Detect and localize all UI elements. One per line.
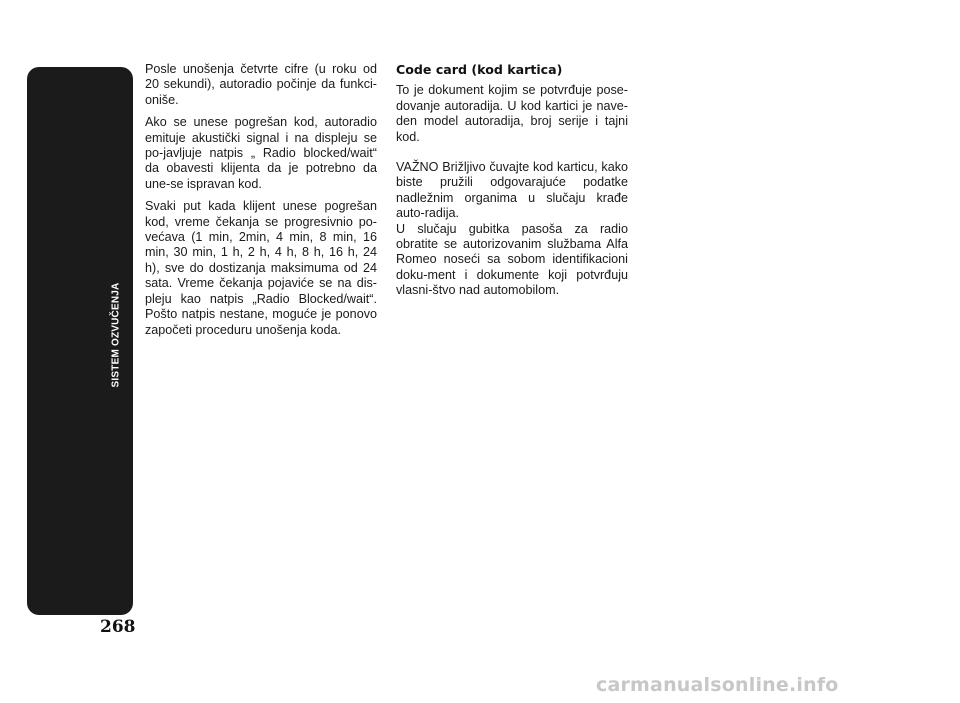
right-text-column: [396, 62, 628, 306]
watermark-text: carmanualsonline.info: [596, 674, 839, 696]
important-note: VAŽNO Brižljivo čuvajte kod karticu, kako biste pružili odgovarajuće podatke nadležnim organima u slučaju krađe auto-radija.: [396, 160, 628, 221]
paragraph: Ako se unese pogrešan kod, autoradio emituje akustički signal i na displeju se po-javljuje natpis „ Radio blocked/wait“ da obavesti klijenta da je potrebno da une-se ispravan kod.: [145, 115, 377, 191]
paragraph: Posle unošenja četvrte cifre (u roku od 20 sekundi), autoradio počinje da funkci-oniše.: [145, 62, 377, 107]
chapter-title: SISTEM OZVUČENJA: [110, 282, 122, 388]
paragraph: U slučaju gubitka pasoša za radio obratite se autorizovanim službama Alfa Romeo noseći sa sobom identifikacioni doku-ment i dokumente koji potvrđuju vlasni-štvo nad automobilom.: [396, 221, 628, 298]
paragraph: Svaki put kada klijent unese pogrešan kod, vreme čekanja se progresivnio po-većava (1 min, 2min, 4 min, 8 min, 16 min, 30 min, 1 h, 2 h, 4 h, 8 h, 16 h, 24 h), sve do dostizanja maksimuma od 24 sata. Vreme čekanja pojaviće se na dis-pleju kao natpis „Radio Blocked/wait“. Pošto natpis nestane, moguće je ponovo započeti proceduru unošenja koda.: [145, 199, 377, 337]
section-heading: Code card (kod kartica): [396, 62, 563, 77]
page-number: 268: [100, 617, 136, 637]
paragraph: To je dokument kojim se potvrđuje pose-dovanje autoradija. U kod kartici je nave-den model autoradija, broj serije i tajni kod.: [396, 83, 628, 144]
left-text-column: [145, 62, 377, 345]
